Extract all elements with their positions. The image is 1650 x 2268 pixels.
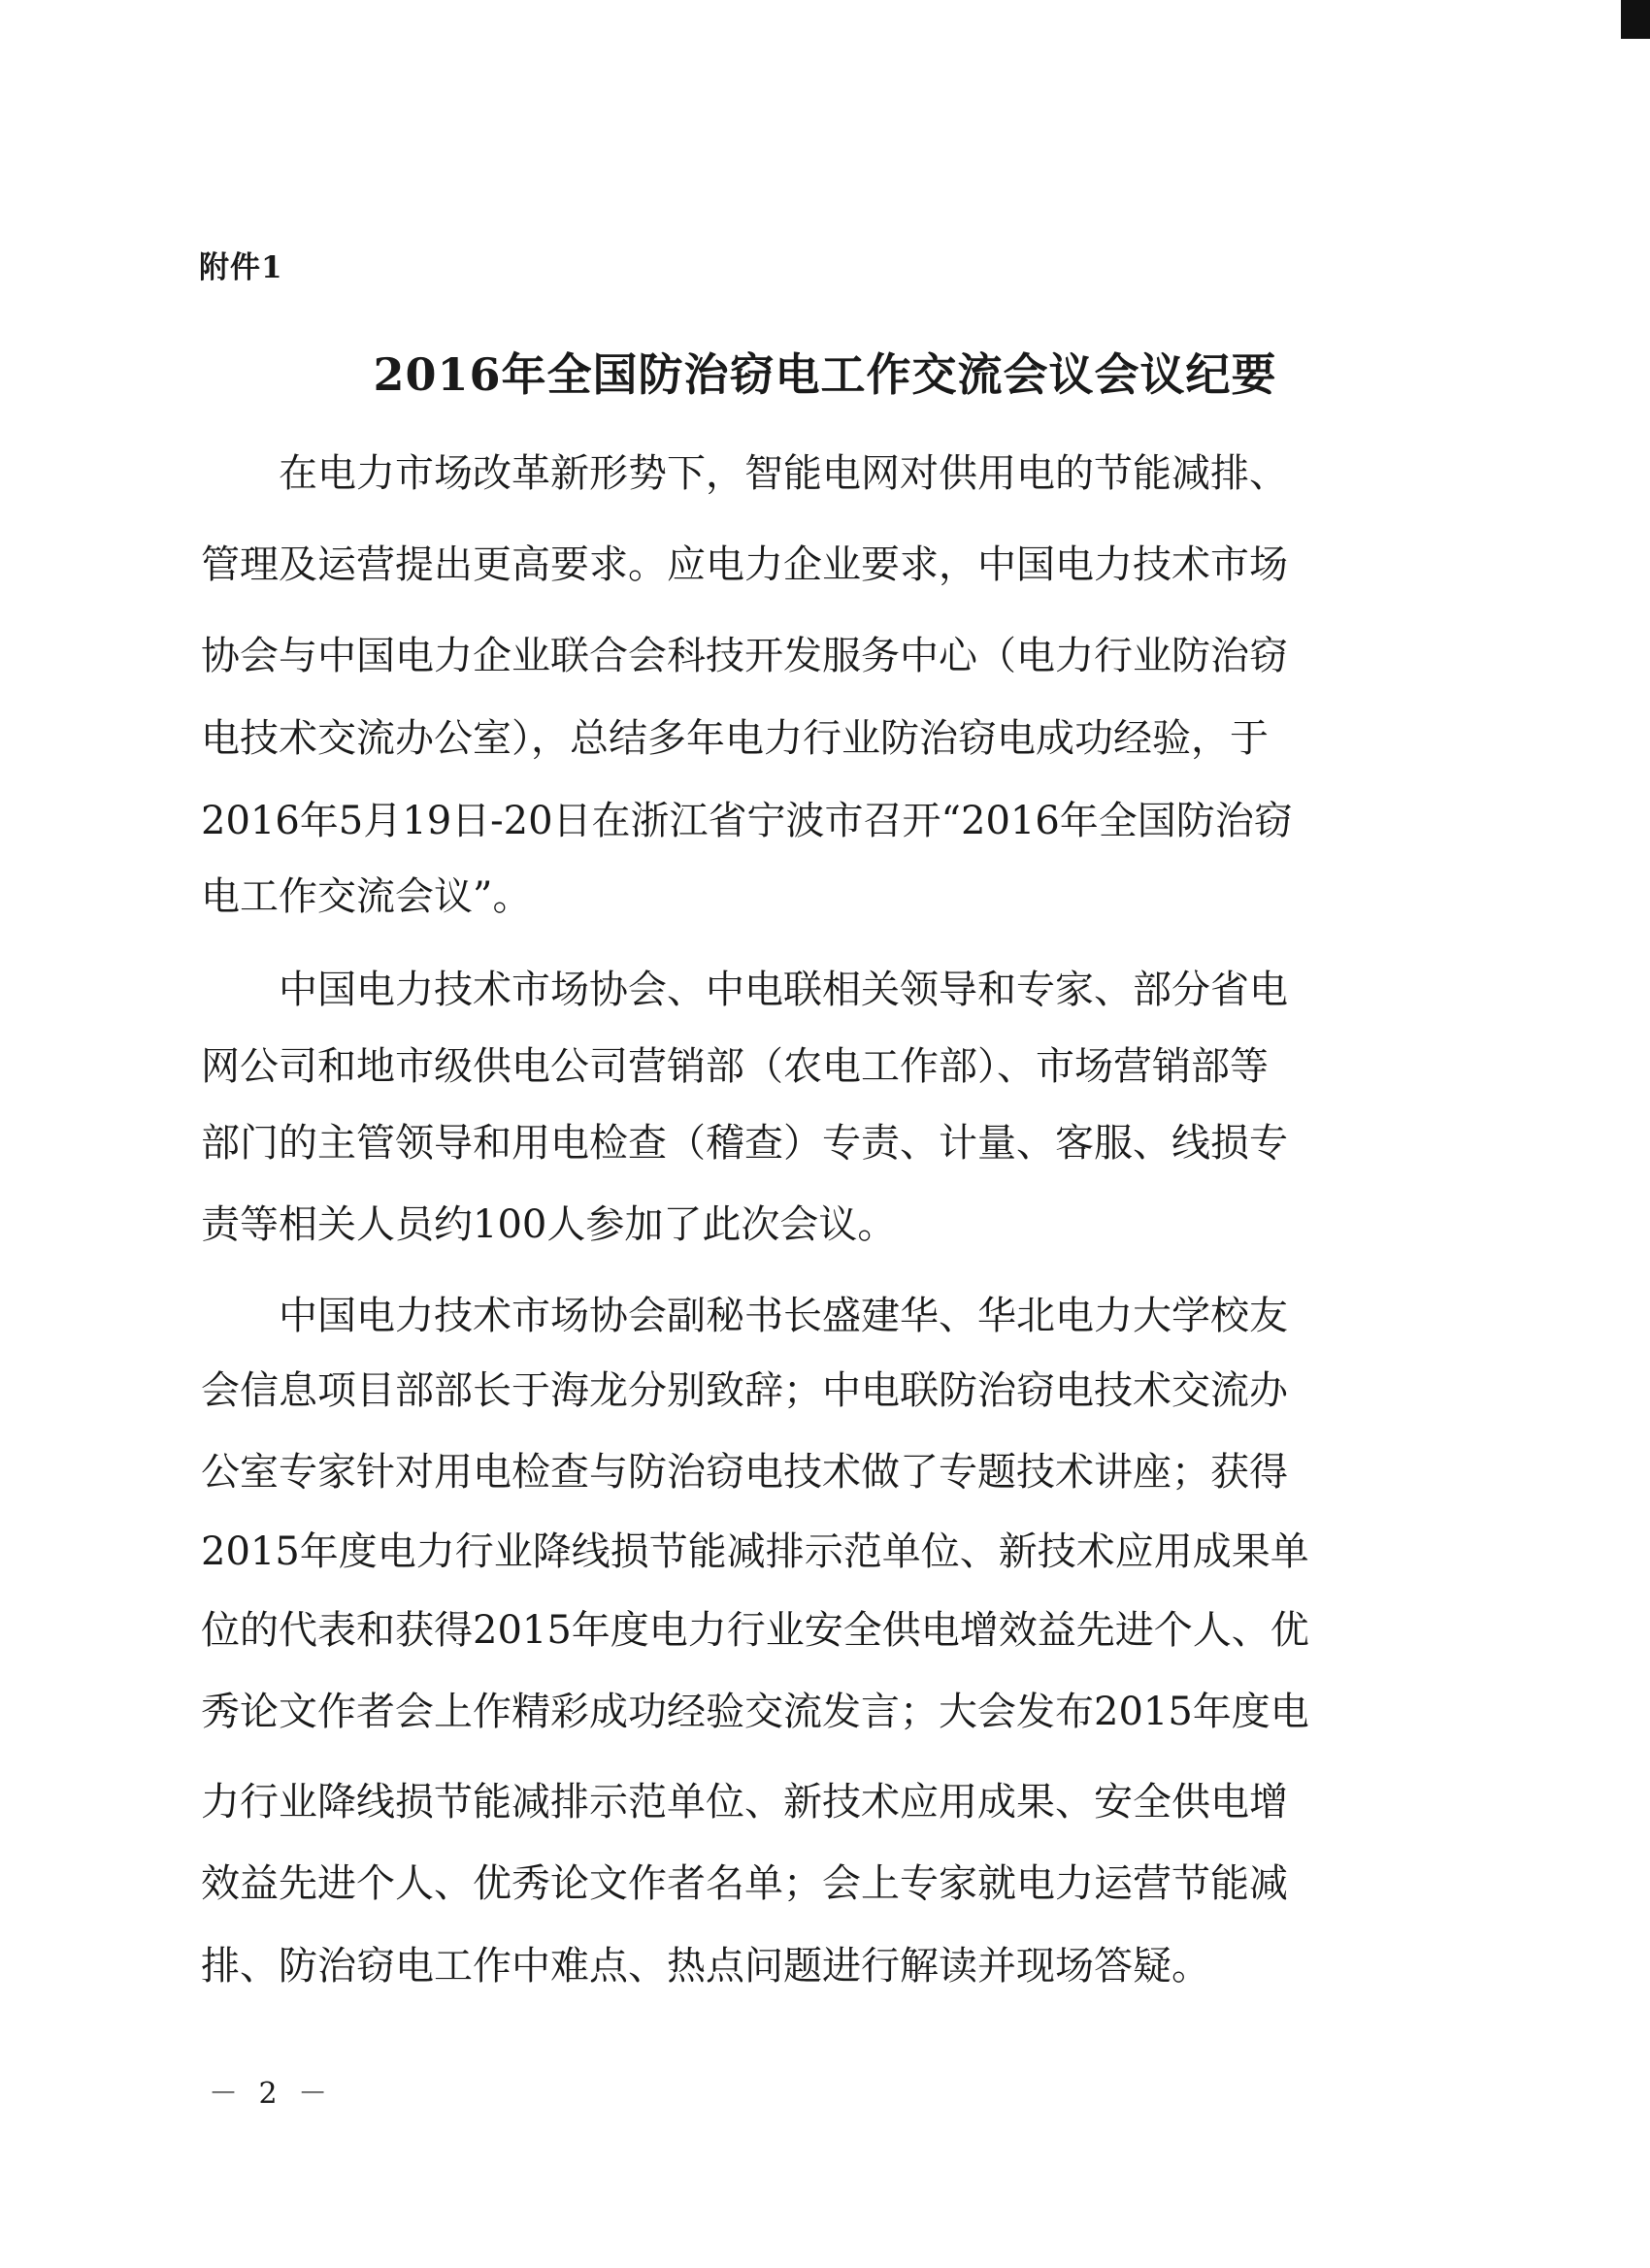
paragraph-3-line-2: 会信息项目部部长于海龙分别致辞；中电联防治窃电技术交流办 [201, 1368, 1288, 1413]
paragraph-1-line-5: 2016年5月19日-20日在浙江省宁波市召开“2016年全国防治窃 [201, 799, 1293, 843]
paragraph-3-line-4: 2015年度电力行业降线损节能减排示范单位、新技术应用成果单 [201, 1529, 1309, 1574]
paragraph-3-line-3: 公室专家针对用电检查与防治窃电技术做了专题技术讲座；获得 [201, 1450, 1288, 1495]
paragraph-3-line-9: 排、防治窃电工作中难点、热点问题进行解读并现场答疑。 [201, 1944, 1210, 1989]
paragraph-3-line-7: 力行业降线损节能减排示范单位、新技术应用成果、安全供电增 [201, 1780, 1288, 1824]
paragraph-1-line-3: 协会与中国电力企业联合会科技开发服务中心（电力行业防治窃 [201, 634, 1288, 678]
document-title: 2016年全国防治窃电工作交流会议会议纪要 [373, 348, 1277, 401]
paragraph-2-line-2: 网公司和地市级供电公司营销部（农电工作部）、市场营销部等 [201, 1044, 1269, 1089]
paragraph-3-line-1: 中国电力技术市场协会副秘书长盛建华、华北电力大学校友 [279, 1294, 1288, 1338]
paragraph-3-line-5: 位的代表和获得2015年度电力行业安全供电增效益先进个人、优 [201, 1608, 1309, 1653]
paragraph-1-line-1: 在电力市场改革新形势下，智能电网对供用电的节能减排、 [279, 451, 1288, 496]
scan-edge-mark [1621, 0, 1650, 39]
attachment-label: 附件1 [199, 250, 283, 285]
paragraph-2-line-3: 部门的主管领导和用电检查（稽查）专责、计量、客服、线损专 [201, 1121, 1288, 1166]
paragraph-2-line-1: 中国电力技术市场协会、中电联相关领导和专家、部分省电 [279, 968, 1288, 1012]
paragraph-1-line-6: 电工作交流会议”。 [201, 874, 532, 919]
paragraph-2-line-4: 责等相关人员约100人参加了此次会议。 [201, 1202, 897, 1247]
paragraph-3-line-8: 效益先进个人、优秀论文作者名单；会上专家就电力运营节能减 [201, 1861, 1288, 1906]
page-number: － 2 － [209, 2077, 334, 2111]
paragraph-1-line-2: 管理及运营提出更高要求。应电力企业要求，中国电力技术市场 [201, 542, 1288, 587]
paragraph-3-line-6: 秀论文作者会上作精彩成功经验交流发言；大会发布2015年度电 [201, 1690, 1309, 1734]
paragraph-1-line-4: 电技术交流办公室），总结多年电力行业防治窃电成功经验，于 [201, 716, 1269, 761]
